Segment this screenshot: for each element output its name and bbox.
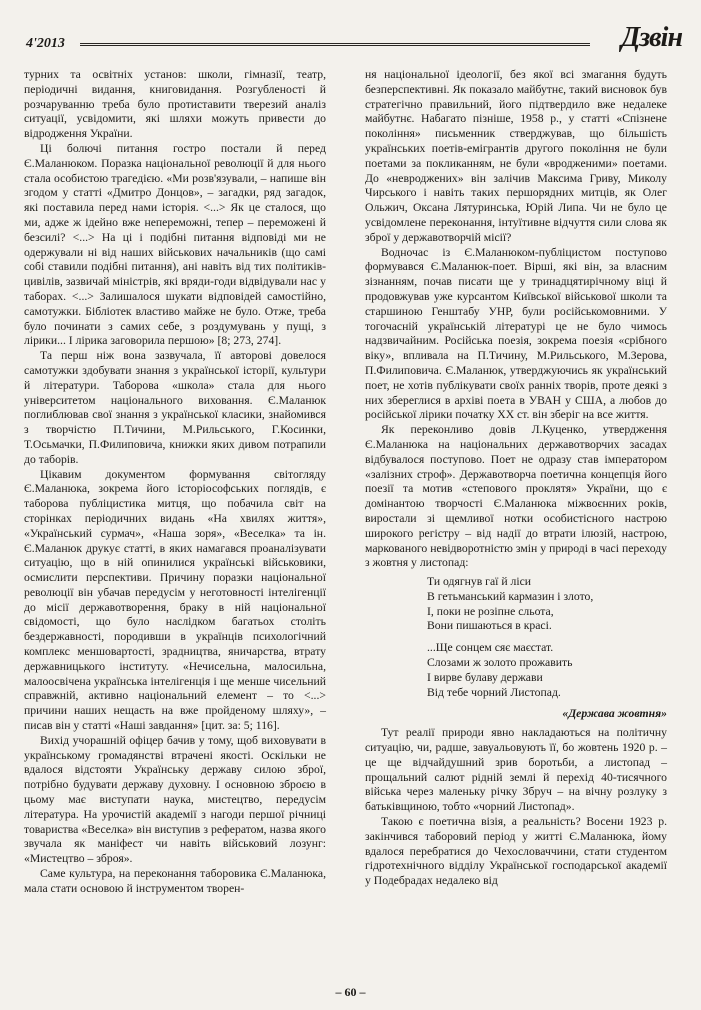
- paragraph: турних та освітніх установ: школи, гімназії, театр, періодичні видання, книговидання. Розгубленості й розчаруванню треба було протиставити тверезий аналіз ситуації, усвідомити, які шляхи можуть привести до відродження України.: [24, 68, 326, 141]
- poem-title: «Держава жовтня»: [562, 707, 667, 721]
- paragraph: Та перш ніж вона зазвучала, її авторові довелося самотужки здобувати знання з української історії, культури й літератури. Таборова «школа» стала для нього університетом національного виховання. Є.Маланюк поглиблював свої знання з української класики, знайомився з творчістю П.Тичини, М.Рильського, Г.Косинки, Т.Осьмачки, П.Филиповича, книжки яких дивом потрапили до таборів.: [24, 349, 326, 466]
- poem-quote: [427, 575, 667, 722]
- paragraph: Вихід учорашній офіцер бачив у тому, щоб виховувати в українському громадянстві втрачені якості. Оскільки не вдалося відстояти Українську державу силою зброї, потрібно будувати державу духовну. І основною зброєю в цьому має виступати наука, мистецтво, передусім література. На урочистій академії з нагоди першої річниці товариства «Веселка» він виступив з рефератом, назва якого звучала як маніфест чи навіть військовий лозунг: «Мистецтво – зброя».: [24, 733, 326, 866]
- right-column: [365, 68, 667, 889]
- paragraph: Цікавим документом формування світогляду Є.Маланюка, зокрема його історіософських поглядів, є таборова публіцистика митця, що побачила світ на сторінках періодичних видань «На хвилях життя», «Український сурмач», «Наша зоря», «Веселка» та ін. Є.Маланюк друкує статті, в яких намагався проаналізувати ситуацію, що в ній опинилися українські військовики, осмислити перспективи. Причину поразки національної революції він убачав передусім у неготовності інтелігенції до місії державотворення, браку в ній національної свідомості, що було наслідком багатьох століть бездержавності, породивши в українців психологічний комплекс меншовартості, зрадництва, яничарства, втрату державницького інституту. «Нечисельна, малосильна, малоосвічена українська інтелігенція і ще менше чисельний справжній, активно національний елемент – то <...> причини наших нещасть на вже пройденому шляху», – писав він у статті «Наші завдання» [цит. за: 5; 116].: [24, 467, 326, 733]
- poem-line: Вони пишаються в красі.: [427, 619, 552, 633]
- paragraph: Як переконливо довів Л.Куценко, утвердження Є.Маланюка на національних державотворчих засадах відбувалося поступово. Поет не одразу став імператором «залізних строф». Державотворча поетична концепція його поезії та мотив «степового проклятя» України, що є домінантою творчості Є.Маланюка міжвоєнних років, виростали зі щемливої нотки особистісного настрою широкого регістру – від надії до втрати ілюзій, настрою, маркованого невідворотністю змін у природі в часі переходу з жовтня у листопад:: [365, 423, 667, 570]
- poem-stanza: [427, 641, 667, 700]
- paragraph: Ці болючі питання гостро постали й перед Є.Маланюком. Поразка національної революції й для нього стала особистою трагедією. «Ми розв'язували, – напише він згодом у статті «Дмитро Донцов», – загадки, ряд загадок, які поставила перед нами історія. <...> Як це сталося, що ми, адже ж ідейно вже непереможні, тепер – переможені й безсилі? <...> На ці і подібні питання відповіді ми не одержували ні від наших військових начальників (що самі собі ставили подібні питання), ані навіть від тих політиків-цивілів, зазвичай міністрів, які вряди-годи відвідували нас у таборах. <...> Залишалося шукати відповідей самостійно, самотужки. Бібліотек властиво майже не було. Отже, треба було починати з самих себе, з роздумувань у пущі, з лірики... І лірика заговорила першою» [8; 273, 274].: [24, 141, 326, 348]
- issue-number: 4'2013: [26, 36, 65, 51]
- poem-line: Ти одягнув гаї й ліси: [427, 575, 532, 589]
- poem-line: В гетьманський кармазин і злото,: [427, 589, 594, 603]
- poem-line: І вирве булаву держави: [427, 670, 543, 684]
- paragraph: Такою є поетична візія, а реальність? Восени 1923 р. закінчився таборовий період у житті Є.Маланюка, йому вдалося перебратися до Чехословаччини, стати студентом гідротехнічного відділу Української господарської академії у Подебрадах недалеко від: [365, 815, 667, 888]
- poem-line: ...Ще сонцем сяє маєстат.: [427, 641, 554, 655]
- journal-logo: Дзвін: [621, 22, 682, 53]
- left-column: [24, 68, 326, 897]
- poem-line: І, поки не розіпне сльота,: [427, 604, 554, 618]
- poem-stanza: [427, 575, 667, 634]
- paragraph: Водночас із Є.Маланюком-публіцистом поступово формувався Є.Маланюк-поет. Вірші, які він, за власним зізнанням, почав писати ще у тринадцятирічному віці й продовжував уже курсантом Київської військової школи та старшиною Генштабу УНР, були російськомовними. У тогочасній українській літературі це не було чимось надзвичайним. Російська поезія, зокрема поезія «срібного віку», впливала на П.Тичину, М.Рильського, М.Зерова, П.Филиповича. Є.Маланюк, утверджуючись як український поет, не хотів публікувати своїх ранніх творів, проте деякі з них збереглися в архіві поета в УВАН у США, а любов до російської лірики початку ХХ ст. він зберіг на все життя.: [365, 245, 667, 422]
- header-rule: [80, 43, 590, 46]
- paragraph: Саме культура, на переконання таборовика Є.Маланюка, мала стати основою й інструментом творен-: [24, 867, 326, 895]
- paragraph: ня національної ідеології, без якої всі змагання будуть безперспективні. Як показало майбутнє, такий висновок був стратегічно правильний, його підтвердило вже недалеке майбутнє. Набагато пізніше, 1958 р., у статті «Спізнене покоління» письменник стверджував, що більшість українських поетів-емігрантів другого покоління не були поетами за покликанням, не були «вродженими» поетами. До «невроджених» він залічив Максима Гриву, Миколу Чирського і навіть таких першорядних митців, як Олег Ольжич, Оксана Лятуринська, Юрій Липа. Чи не було це усвідомлене переконання, інтуїтивне відчуття сили слова як зброї у державотворчій місії?: [365, 68, 667, 244]
- poem-line: Слозами ж золото прожавить: [427, 656, 573, 670]
- page-number: – 60 –: [335, 985, 366, 999]
- poem-line: Від тебе чорний Листопад.: [427, 685, 561, 699]
- page-header: [18, 14, 682, 58]
- paragraph: Тут реалії природи явно накладаються на політичну ситуацію, чи, радше, завуальовують її, бо жовтень 1920 р. – це ще відчайдушний зрив боротьби, а листопад – прощальний салют рідній землі й перехід 40-тисячного війська через маленьку річку Збруч – на вічну розлуку з батьківщиною, тобто «чорний Листопад».: [365, 726, 667, 814]
